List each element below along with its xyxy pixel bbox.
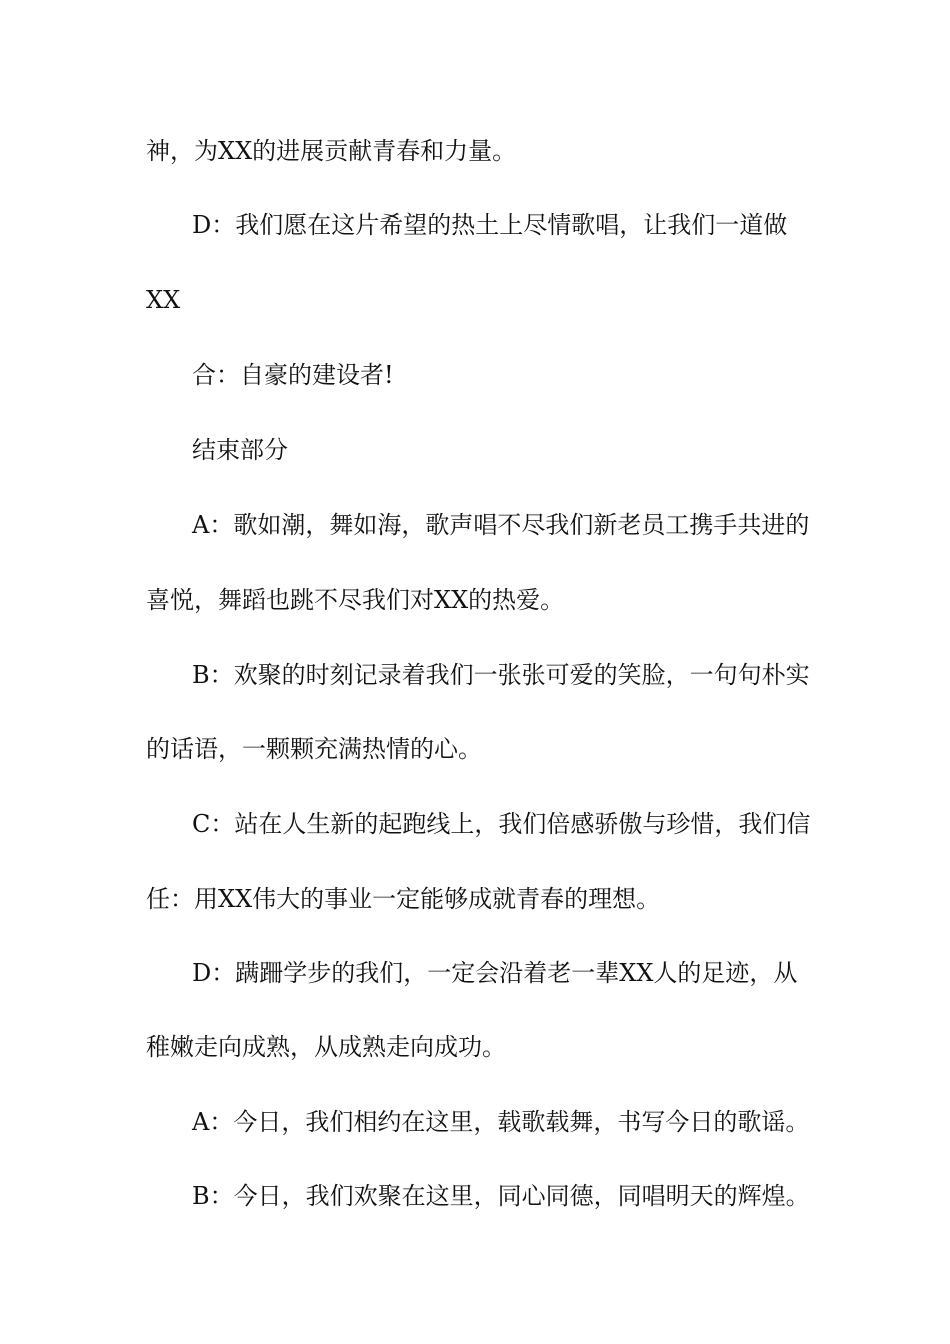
text-line: 喜悦，舞蹈也跳不尽我们对XX的热爱。 [146,586,565,614]
text-line: A：今日，我们相约在这里，载歌载舞，书写今日的歌谣。 [192,1108,810,1136]
text-line: B：欢聚的时刻记录着我们一张张可爱的笑脸，一句句朴实 [192,661,810,689]
text-line: B：今日，我们欢聚在这里，同心同德，同唱明天的辉煌。 [192,1182,810,1210]
text-line: A：歌如潮，舞如海，歌声唱不尽我们新老员工携手共进的 [192,511,810,539]
text-line: D：我们愿在这片希望的热土上尽情歌唱，让我们一道做 [192,211,788,239]
text-line: 神，为XX的进展贡献青春和力量。 [146,137,517,165]
section-heading: 结束部分 [192,436,288,464]
text-line: C：站在人生新的起跑线上，我们倍感骄傲与珍惜，我们信 [192,810,811,838]
text-line: D：蹒跚学步的我们，一定会沿着老一辈XX人的足迹，从 [192,959,798,987]
text-line: 稚嫩走向成熟，从成熟走向成功。 [146,1033,506,1061]
text-line: XX [146,286,181,314]
text-line: 任：用XX伟大的事业一定能够成就青春的理想。 [146,885,661,913]
text-line: 合：自豪的建设者! [192,361,394,389]
text-line: 的话语，一颗颗充满热情的心。 [146,735,482,763]
